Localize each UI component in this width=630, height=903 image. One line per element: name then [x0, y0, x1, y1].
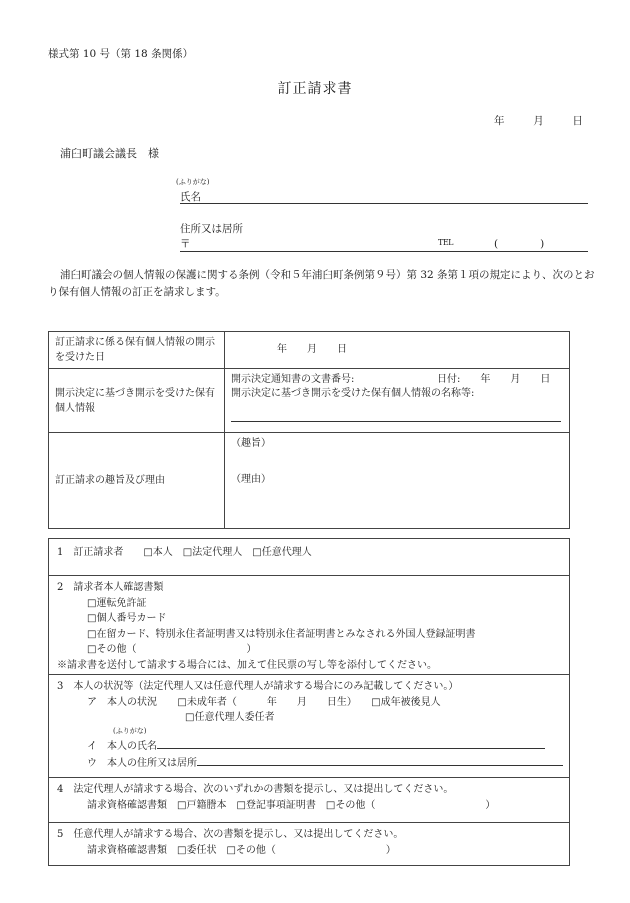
intro-paragraph: 浦臼町議会の個人情報の保護に関する条例（令和５年浦臼町条例第９号）第 32 条第１項の規定により、次のとおり保有個人情報の訂正を請求します。: [48, 269, 595, 298]
date-year-label: 年: [494, 115, 505, 127]
section-4: [49, 778, 569, 823]
requester-furigana-label: (ふりがな): [176, 178, 210, 186]
section-2: [49, 576, 569, 675]
status-label: ア 本人の状況: [87, 696, 157, 708]
section-3: [49, 675, 569, 778]
purpose-label: （趣旨）: [231, 438, 271, 449]
purpose-reason-field[interactable]: [225, 433, 570, 529]
purpose-reason-label: 訂正請求の趣旨及び理由: [49, 433, 225, 529]
request-details-table: [48, 331, 570, 529]
section-2-heading: 2 請求者本人確認書類: [57, 582, 164, 593]
tel-label: TEL: [438, 238, 453, 247]
date-month-label: 月: [533, 115, 544, 127]
section-3-heading: 3 本人の状況等（法定代理人又は任意代理人が請求する場合にのみ記載してください。）: [57, 681, 459, 692]
section-2-note: ※請求書を送付して請求する場合には、加えて住民票の写し等を添付してください。: [57, 659, 437, 671]
id-doc-option-license[interactable]: □運転免許証: [87, 597, 147, 609]
disclosed-date-value: 年 月 日: [277, 344, 347, 356]
requester-name-field[interactable]: [180, 203, 588, 204]
principal-address-label: ウ 本人の住所又は居所: [87, 758, 197, 769]
disclosed-date-field[interactable]: [225, 332, 570, 369]
id-doc-option-residence[interactable]: □在留カード、特別永住者証明書又は特別永住者証明書とみなされる外国人登録証明書: [87, 628, 476, 640]
id-doc-option-other[interactable]: □その他（ ）: [87, 644, 257, 655]
principal-name-field[interactable]: [157, 737, 545, 749]
status-option-ward[interactable]: □成年被後見人: [371, 696, 441, 708]
request-date[interactable]: [494, 114, 583, 128]
principal-address-field[interactable]: [197, 754, 563, 766]
principal-name-label: イ 本人の氏名: [87, 740, 157, 752]
postal-mark: 〒: [180, 238, 191, 250]
principal-furigana-label: (ふりがな): [113, 726, 147, 735]
addressee: 浦臼町議会議長 様: [60, 147, 159, 160]
section-1: [49, 539, 569, 576]
section-4-line-2[interactable]: 請求資格確認書類 □戸籍謄本 □登記事項証明書 □その他（ ）: [87, 799, 496, 811]
disclosed-info-label: 開示決定に基づき開示を受けた保有個人情報: [49, 369, 225, 433]
form-number: 様式第 10 号（第 18 条関係）: [48, 48, 194, 60]
status-option-minor[interactable]: □未成年者（ 年 月 日生）: [177, 696, 357, 708]
id-doc-option-mynumber[interactable]: □個人番号カード: [87, 613, 167, 624]
section-3-a-row: [57, 695, 561, 711]
disclosed-info-name-line: [231, 421, 561, 422]
disclosed-info-field[interactable]: [225, 369, 570, 433]
section-5: [49, 823, 569, 865]
section-3-u-row: [57, 754, 561, 772]
requester-status-box: [48, 538, 570, 866]
section-4-line-1: 4 法定代理人が請求する場合、次のいずれかの書類を提示し、又は提出してください。: [57, 784, 454, 795]
reason-label: （理由）: [231, 473, 271, 485]
status-option-principal[interactable]: □任意代理人委任者: [185, 712, 275, 723]
disclosed-info-name-label: 開示決定に基づき開示を受けた保有個人情報の名称等:: [231, 388, 475, 399]
requester-address-label: 住所又は居所: [180, 223, 243, 235]
doc-number-label: 開示決定通知書の文書番号:: [231, 374, 355, 385]
section-5-line-1: 5 任意代理人が請求する場合、次の書類を提示し、又は提出してください。: [57, 829, 404, 840]
form-title: 訂正請求書: [277, 81, 353, 97]
disclosed-date-label: 訂正請求に係る保有個人情報の開示を受けた日: [49, 332, 225, 369]
requester-address-field[interactable]: [180, 251, 588, 252]
section-3-i-row: [57, 737, 561, 755]
section-1-text[interactable]: 1 訂正請求者 □本人 □法定代理人 □任意代理人: [57, 547, 312, 558]
date-day-label: 日: [572, 115, 583, 127]
section-5-line-2[interactable]: 請求資格確認書類 □委任状 □その他（ ）: [87, 844, 396, 856]
tel-parens: ( ): [494, 238, 545, 250]
doc-date-label: 日付: 年 月 日: [437, 374, 551, 385]
requester-name-label: 氏名: [180, 191, 201, 203]
